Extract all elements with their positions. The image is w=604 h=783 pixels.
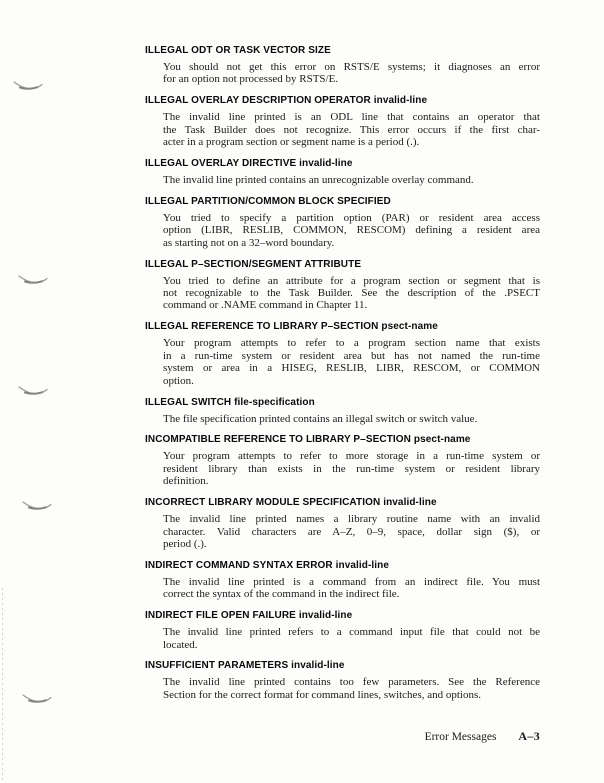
- body-line: definition.: [163, 475, 209, 488]
- body-line: correct the syntax of the command in the indirect file.: [163, 588, 400, 601]
- margin-mark-icon: [22, 691, 52, 703]
- error-description: [163, 626, 540, 651]
- body-line: option (LIBR, RESLIB, COMMON, RESCOM) defining a resident area: [163, 224, 540, 237]
- error-term: ILLEGAL OVERLAY DESCRIPTION OPERATOR: [145, 95, 371, 107]
- body-line: The invalid line printed is an ODL line that contains an operator that: [163, 111, 540, 124]
- error-entry: [145, 497, 541, 550]
- body-line: Section for the correct format for command lines, switches, and options.: [163, 688, 481, 701]
- footer-section-title: Error Messages: [424, 731, 497, 743]
- error-entry: [145, 259, 541, 312]
- error-argument: invalid-line: [373, 95, 428, 107]
- body-line: the Task Builder does not recognize. This error occurs if the first char-: [163, 123, 540, 136]
- error-argument: psect-name: [381, 321, 438, 333]
- error-term: INDIRECT COMMAND SYNTAX ERROR: [145, 559, 333, 571]
- scan-edge-artifact: [2, 588, 3, 780]
- body-line: The invalid line printed is a command from an indirect file. You must: [163, 575, 540, 588]
- error-argument: invalid-line: [299, 158, 353, 170]
- error-description: [163, 212, 540, 249]
- error-heading: [145, 660, 541, 672]
- error-entry: [145, 196, 541, 249]
- error-description: [163, 337, 540, 387]
- error-term: INSUFFICIENT PARAMETERS: [145, 660, 289, 672]
- error-term: ILLEGAL OVERLAY DIRECTIVE: [145, 158, 297, 170]
- error-entry: [145, 434, 541, 487]
- error-argument: file-specification: [234, 396, 315, 408]
- error-description: [163, 61, 540, 86]
- error-description: [163, 450, 540, 487]
- error-argument: invalid-line: [335, 559, 390, 571]
- error-argument: invalid-line: [298, 610, 353, 622]
- error-term: ILLEGAL SWITCH: [145, 396, 232, 408]
- body-line: Your program attempts to refer to a program section name that exists: [163, 337, 540, 350]
- error-heading: [145, 158, 541, 170]
- body-line: You should not get this error on RSTS/E systems; it diagnoses an error: [163, 61, 540, 73]
- body-line: Your program attempts to refer to more storage in a run-time system or: [163, 450, 540, 463]
- body-line: system or area in a HISEG, RESLIB, LIBR, RESCOM, or COMMON: [163, 362, 540, 375]
- margin-mark-icon: [22, 498, 52, 510]
- error-term: INCOMPATIBLE REFERENCE TO LIBRARY P–SECTION: [145, 434, 411, 446]
- error-entry: [145, 660, 541, 701]
- error-message-list: [145, 45, 541, 711]
- error-entry: [145, 397, 541, 425]
- body-line: command or .NAME command in Chapter 11.: [163, 299, 368, 312]
- error-heading: [145, 610, 541, 622]
- error-term: ILLEGAL PARTITION/COMMON BLOCK SPECIFIED: [145, 195, 391, 207]
- error-term: INCORRECT LIBRARY MODULE SPECIFICATION: [145, 497, 381, 509]
- error-entry: [145, 560, 541, 601]
- error-entry: [145, 158, 541, 186]
- body-line: not recognizable to the Task Builder. See the description of the .PSECT: [163, 287, 540, 300]
- error-description: [163, 275, 540, 312]
- error-description: [163, 111, 540, 148]
- error-heading: [145, 45, 541, 57]
- error-description: [163, 513, 540, 550]
- error-heading: [145, 95, 541, 107]
- body-line: as starting not on a 32–word boundary.: [163, 236, 335, 249]
- error-term: INDIRECT FILE OPEN FAILURE: [145, 610, 296, 622]
- error-argument: invalid-line: [383, 497, 437, 509]
- error-description: [163, 174, 540, 186]
- footer-page-number: A–3: [518, 729, 540, 743]
- margin-mark-icon: [13, 78, 43, 90]
- body-line: The invalid line printed contains an unrecognizable overlay command.: [163, 174, 474, 187]
- error-description: [163, 676, 540, 701]
- margin-mark-icon: [18, 383, 48, 395]
- body-line: The invalid line printed refers to a command input file that could not be: [163, 626, 540, 639]
- error-term: ILLEGAL ODT OR TASK VECTOR SIZE: [145, 45, 331, 56]
- error-term: ILLEGAL P–SECTION/SEGMENT ATTRIBUTE: [145, 258, 362, 270]
- error-heading: [145, 321, 541, 333]
- error-heading: [145, 560, 541, 572]
- error-entry: [145, 45, 541, 86]
- error-entry: [145, 321, 541, 387]
- error-term: ILLEGAL REFERENCE TO LIBRARY P–SECTION: [145, 321, 379, 333]
- body-line: You tried to define an attribute for a program section or segment that is: [163, 274, 540, 287]
- error-heading: [145, 434, 541, 446]
- error-description: [163, 576, 540, 601]
- body-line: acter in a program section or segment name is a period (.).: [163, 136, 420, 149]
- body-line: The invalid line printed names a library routine name with an invalid: [163, 513, 540, 526]
- page-footer: [0, 727, 540, 745]
- body-line: You tried to specify a partition option (PAR) or resident area access: [163, 211, 540, 224]
- body-line: in a run-time system or resident area but has not named the run-time: [163, 349, 540, 362]
- body-line: resident library than exists in the run-time system or resident library: [163, 462, 540, 475]
- body-line: The invalid line printed contains too few parameters. See the Reference: [163, 676, 540, 689]
- error-heading: [145, 397, 541, 409]
- error-heading: [145, 259, 541, 271]
- error-heading: [145, 497, 541, 509]
- error-argument: psect-name: [413, 434, 471, 446]
- error-description: [163, 413, 540, 425]
- body-line: character. Valid characters are A–Z, 0–9, space, dollar sign ($), or: [163, 525, 540, 538]
- error-heading: [145, 196, 541, 208]
- body-line: period (.).: [163, 537, 207, 550]
- error-entry: [145, 95, 541, 148]
- body-line: located.: [163, 638, 198, 651]
- error-entry: [145, 610, 541, 651]
- error-argument: invalid-line: [291, 660, 345, 672]
- body-line: for an option not processed by RSTS/E.: [163, 73, 339, 86]
- body-line: option.: [163, 374, 194, 387]
- body-line: The file specification printed contains an illegal switch or switch value.: [163, 412, 478, 425]
- margin-mark-icon: [18, 272, 48, 284]
